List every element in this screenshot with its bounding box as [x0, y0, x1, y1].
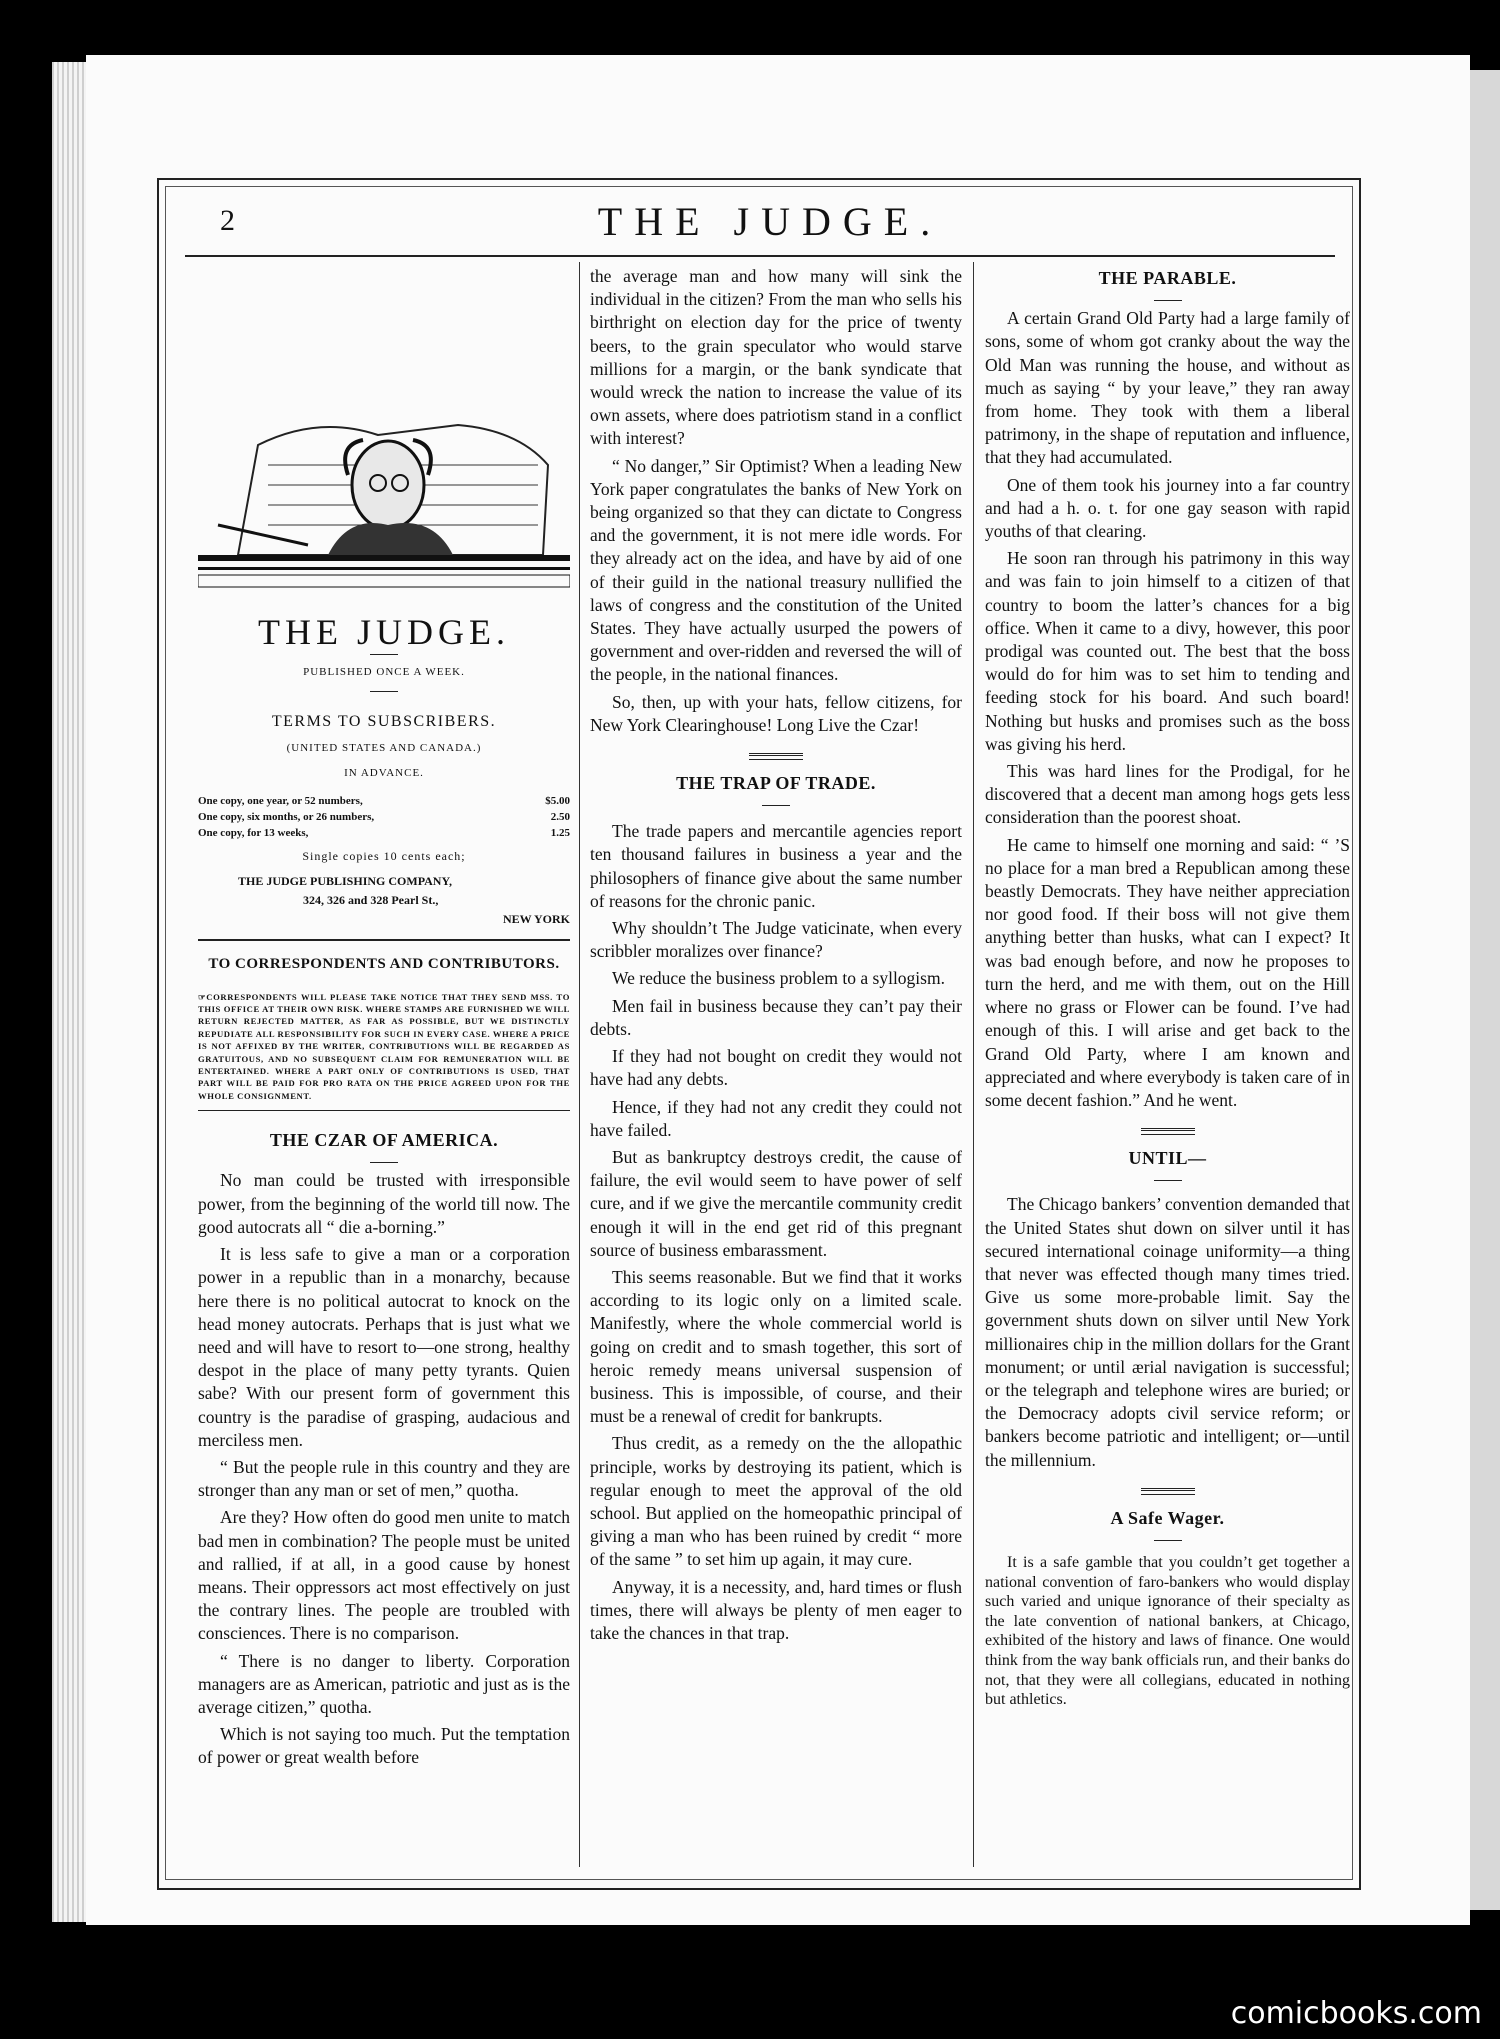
double-rule: [1141, 1488, 1195, 1495]
rate-price: $5.00: [545, 795, 570, 808]
paragraph: If they had not bought on credit they would not have had any debts.: [590, 1046, 962, 1090]
paragraph: Which is not saying too much. Put the temptation of power or great wealth before: [198, 1724, 570, 1768]
column-1: [198, 265, 570, 1774]
paragraph: Are they? How often do good men unite to match bad men in combination? The people must be united and rallied, if at all, in a good cause by honest means. Their oppressors act most effectively on just the contrary lines. The people are troubled with consciences. There is no comparison.: [198, 1507, 570, 1644]
paragraph: A certain Grand Old Party had a large family of sons, some of whom got cranky about the way the Old Man was running the house, and without as much as saying “ by your leave,” they ran away from home. They took with them a liberal patrimony, in the shape of reputation and influence, that they had accumulated.: [985, 308, 1350, 468]
rate-price: 2.50: [550, 811, 570, 824]
rate-row: [198, 793, 570, 809]
column-3: [985, 265, 1350, 1714]
publisher-block: [198, 872, 570, 929]
short-rule: [370, 654, 398, 655]
paragraph: He came to himself one morning and said: “ ’S no place for a man bred a Republican among these beastly Democrats. They have neither appreciation nor good food. If their boss will not give them anything better than husks, what can I expect? It was bad enough before, and now he proposes to turn the herd, and me with them, out on the Hill where no grass or Flower can be found. I’ve had enough of this. I will arise and get back to the Grand Old Party, where I am known and appreciated and where everybody is taken care of in some decent fashion.” And he went.: [985, 834, 1350, 1110]
rate-price: 1.25: [550, 827, 570, 840]
rate-row: [198, 825, 570, 841]
paragraph: It is less safe to give a man or a corporation power in a republic than in a monarchy, because here there is no political autocrat to knock on the head money autocrats. Perhaps that is just what we need and will have to resort to—one strong, healthy despot in the place of many petty tyrants. Quien sabe? With our present form of government this country is the paradise of grasping, audacious and merciless men.: [198, 1244, 570, 1450]
until-heading: UNTIL—: [1128, 1148, 1207, 1169]
judge-title: THE JUDGE.: [258, 612, 510, 653]
terms-heading: TERMS TO SUBSCRIBERS.: [271, 712, 497, 730]
paragraph: “ There is no danger to liberty. Corporation managers are as American, patriotic and just as is the average citizen,” quotha.: [198, 1650, 570, 1717]
correspondents-heading: TO CORRESPONDENTS AND CONTRIBUTORS.: [208, 956, 560, 973]
short-rule: [370, 1162, 398, 1163]
paragraph: The trade papers and mercantile agencies report ten thousand failures in business a year and the philosophers of finance give about the same number of reasons for the chronic panic.: [590, 821, 962, 911]
double-rule: [1141, 1128, 1195, 1135]
paragraph: “ But the people rule in this country and they are stronger than any man or set of men,” quotha.: [198, 1456, 570, 1501]
rate-row: [198, 809, 570, 825]
short-rule: [1154, 300, 1182, 301]
judge-illustration: [198, 405, 570, 595]
section-rule: [198, 939, 570, 941]
paragraph: This seems reasonable. But we find that it works according to its logic only on a limited scale. Manifestly, where the whole commercial world is going on credit and to smash together, this sort of heroic remedy means universal suspension of business. This is impossible, of course, and their must be a renewal of credit for bankrupts.: [590, 1266, 962, 1427]
parable-heading: THE PARABLE.: [1098, 268, 1237, 288]
paragraph: One of them took his journey into a far country and had a h. o. t. for one gay season with rapid youths of that clearing.: [985, 474, 1350, 542]
paragraph: Why shouldn’t The Judge vaticinate, when every scribbler moralizes over finance?: [590, 918, 962, 962]
paragraph: the average man and how many will sink the individual in the citizen? From the man who sells his birthright on election day for the price of twenty beers, to the grain speculator who would starve millions for a margin, or the bank syndicate that would wreck the nation to increase the value of its own assets, where does patriotism stand in a conflict with interest?: [590, 266, 962, 449]
page-edges: [52, 62, 88, 1922]
advance-note: IN ADVANCE.: [344, 767, 424, 780]
short-rule: [1154, 1540, 1182, 1541]
column-2: [590, 265, 962, 1649]
paragraph: Anyway, it is a necessity, and, hard times or flush times, there will always be plenty of men eager to take the chances in that trap.: [590, 1576, 962, 1643]
short-rule: [1154, 1180, 1182, 1181]
rate-label: One copy, one year, or 52 numbers,: [198, 795, 363, 808]
region-note: (UNITED STATES AND CANADA.): [286, 741, 482, 754]
short-rule: [762, 805, 790, 806]
publisher-city: NEW YORK: [502, 912, 570, 927]
paragraph: It is a safe gamble that you couldn’t get together a national convention of faro-bankers who would display such varied and unique ignorance of their specialty as the late convention of national bankers, at Chicago, exhibited of the history and laws of finance. One would think from the way bank officials run, and their banks do not, that they were all collegians, educated in nothing but athletics.: [985, 1553, 1350, 1709]
published-notice: PUBLISHED ONCE A WEEK.: [303, 666, 465, 679]
paragraph: So, then, up with your hats, fellow citizens, for New York Clearinghouse! Long Live the Czar!: [590, 691, 962, 735]
correspondents-notice: ☞CORRESPONDENTS WILL PLEASE TAKE NOTICE THAT THEY SEND MSS. TO THIS OFFICE AT THEIR OWN RISK. WHERE STAMPS ARE FURNISHED WE WILL RETURN REJECTED MATTER, AS FAR AS POSSIBLE, BUT WE DISTINCTLY REPUDIATE ALL RESPONSIBILITY FOR SUCH IN EVERY CASE. WHERE A PRICE IS NOT AFFIXED BY THE WRITER, CONTRIBUTIONS WILL BE REGARDED AS GRATUITOUS, AND NO SUBSEQUENT CLAIM FOR REMUNERATION WILL BE ENTERTAINED. WHERE A PART ONLY OF CONTRIBUTIONS IS USED, THAT PART WILL BE PAID FOR PRO RATA ON THE PRICE AGREED UPON FOR THE WHOLE CONSIGNMENT.: [198, 991, 570, 1101]
rate-label: One copy, for 13 weeks,: [198, 827, 309, 840]
short-rule: [370, 691, 398, 692]
publisher-address: 324, 326 and 328 Pearl St.,: [303, 893, 439, 908]
page-number: 2: [220, 204, 235, 237]
paragraph: But as bankruptcy destroys credit, the cause of failure, the evil would seem to have power of self cure, and if we give the mercantile community credit enough it will in the end get rid of this pregnant source of business embarassment.: [590, 1146, 962, 1260]
publisher-name: THE JUDGE PUBLISHING COMPANY,: [238, 874, 453, 889]
column-rule-1: [579, 262, 580, 1867]
masthead-rule: [185, 255, 1335, 257]
paragraph: This was hard lines for the Prodigal, for he discovered that a decent man among hogs gets less consideration than the poorest shoat.: [985, 761, 1350, 828]
paragraph: We reduce the business problem to a syllogism.: [612, 968, 945, 989]
column-rule-2: [973, 262, 974, 1867]
section-rule: [198, 1110, 570, 1111]
double-rule: [749, 753, 803, 760]
watermark: comicbooks.com: [1230, 1996, 1482, 2031]
paragraph: He soon ran through his patrimony in this way and was fain to join himself to a citizen of that country to boom the latter’s chances for a big office. When it came to a divy, however, this poor prodigal was counted out. The best that the boss would do for him was to set him to tending and feeding stock for his board. And such board! Nothing but husks and promises such as the boss was giving his herd.: [985, 548, 1350, 754]
paragraph: No man could be trusted with irresponsible power, from the beginning of the world till now. The good autocrats all “ die a-borning.”: [198, 1170, 570, 1237]
czar-heading: THE CZAR OF AMERICA.: [269, 1130, 499, 1151]
paragraph: Hence, if they had not any credit they could not have failed.: [590, 1096, 962, 1140]
masthead: THE JUDGE.: [597, 199, 943, 244]
rates-list: [198, 793, 570, 841]
paragraph: The Chicago bankers’ convention demanded that the United States shut down on silver until it has secured international coinage uniformity—a thing that never was effected though many times tried. Give us some more-probable limit. Say the government shuts down on silver until New York millionaires chip in the million dollars for the Grant monument; or until ærial navigation is successful; or the telegraph and telephone wires are buried; or the Democracy adopts civil service reform; or bankers become patriotic and intelligent; or—until the millennium.: [985, 1194, 1350, 1470]
rate-label: One copy, six months, or 26 numbers,: [198, 811, 375, 824]
wager-heading: A Safe Wager.: [1110, 1507, 1225, 1528]
trap-heading: THE TRAP OF TRADE.: [676, 773, 876, 794]
paragraph: “ No danger,” Sir Optimist? When a leading New York paper congratulates the banks of New York on being organized so that they can dictate to Congress and the government, it is not mere idle words. For they already act on the idea, and have by aid of one of their guild in the national treasury nullified the laws of congress and the constitution of the United States. They have actually usurped the powers of government and over-ridden and reversed the will of the people, in the national finances.: [590, 455, 962, 685]
paragraph: Men fail in business because they can’t pay their debts.: [590, 995, 962, 1039]
single-copy-note: Single copies 10 cents each;: [302, 849, 466, 864]
paragraph: Thus credit, as a remedy on the the allopathic principle, works by destroying its patient, which is regular enough to meet the approval of the old school. But applied on the homeopathic principal of giving a man who has been ruined by credit “ more of the same ” to set him up again, it may cure.: [590, 1433, 962, 1570]
